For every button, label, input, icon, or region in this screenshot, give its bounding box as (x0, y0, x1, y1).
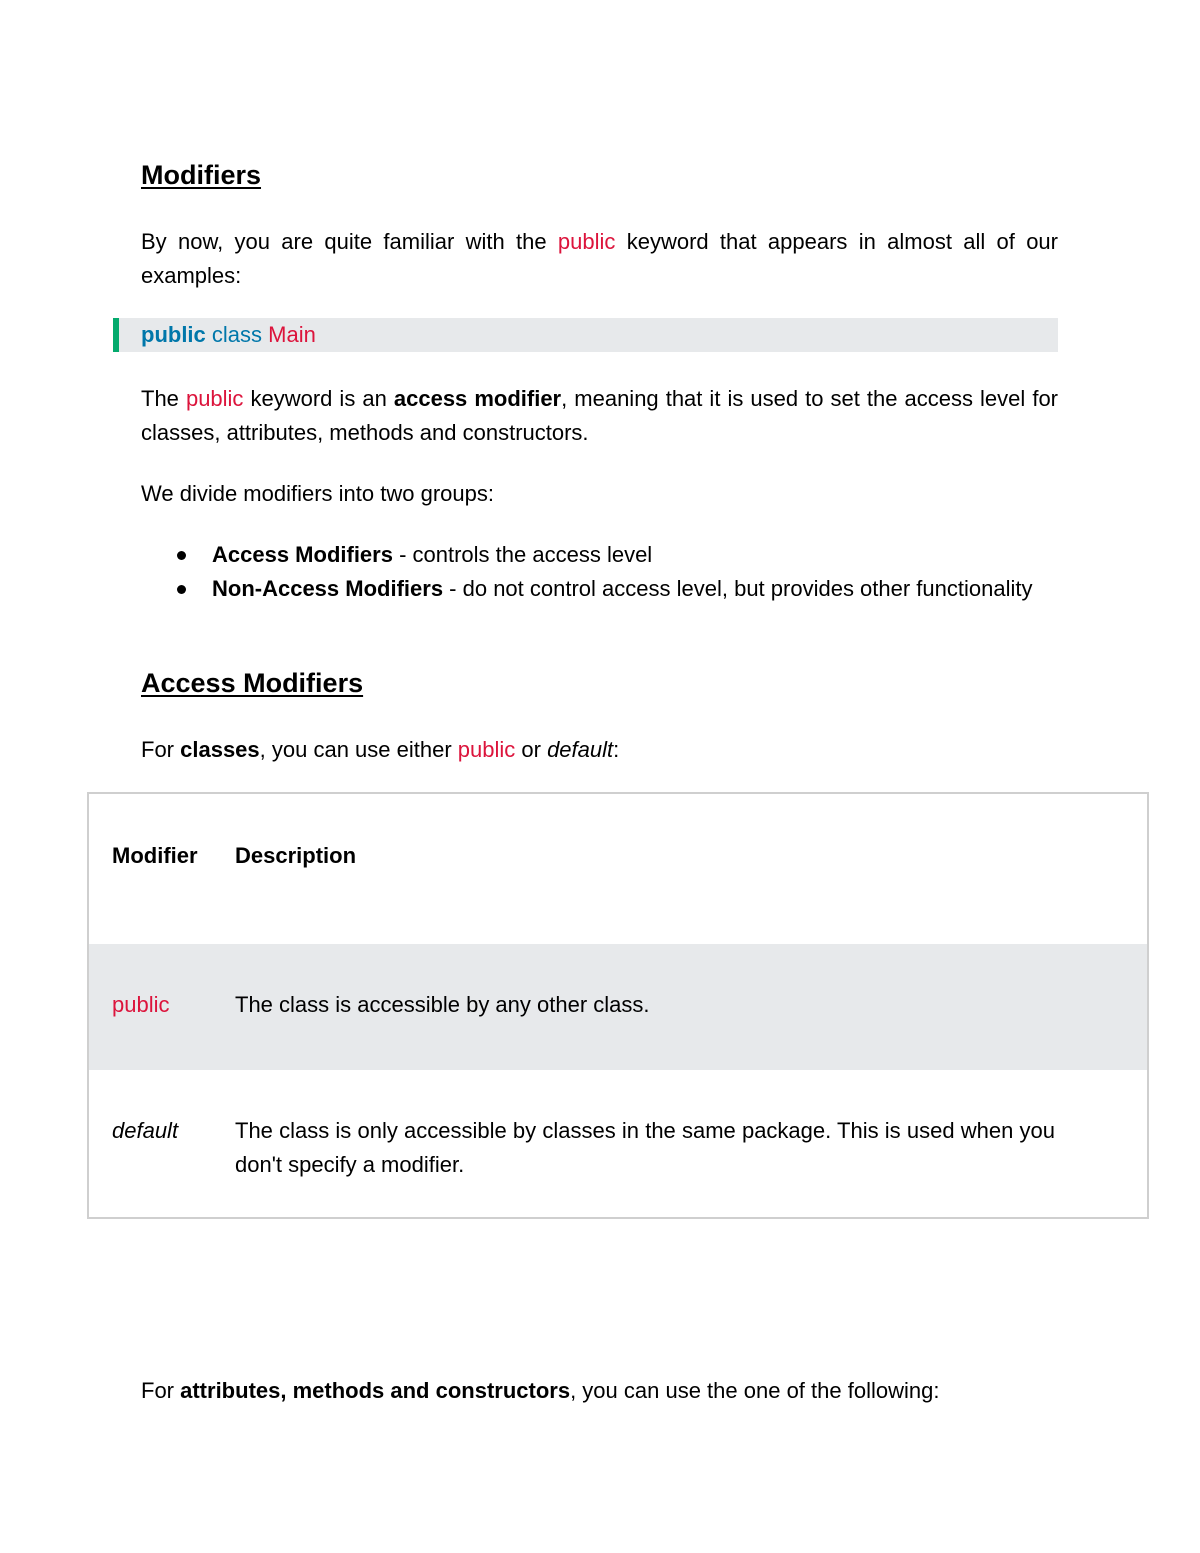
classes-keyword: public (457, 737, 516, 762)
class-modifiers-table (87, 792, 1149, 1219)
attributes-paragraph (141, 1374, 1101, 1408)
table-row (89, 1070, 1147, 1217)
footer-bold: attributes, methods and constructors (180, 1378, 571, 1403)
code-class-name: Main (268, 322, 316, 347)
code-keyword-public: public (141, 322, 206, 347)
classes-paragraph (141, 733, 1058, 767)
code-line (141, 318, 316, 352)
list-item (141, 538, 1058, 572)
table-header-row (89, 794, 1147, 944)
para2-bold: access modifier (393, 386, 562, 411)
heading-access-modifiers: Access Modifiers (141, 668, 364, 698)
classes-text-1: For (141, 737, 181, 762)
para2-keyword: public (185, 386, 244, 411)
footer-text-2: , you can use the one of the following: (570, 1378, 940, 1403)
modifier-groups-list (141, 538, 1058, 606)
classes-text-4: : (613, 737, 620, 762)
heading-modifiers: Modifiers (141, 160, 262, 190)
bullet-icon (177, 551, 186, 560)
code-keyword-class: class (205, 322, 269, 347)
list-item (141, 572, 1058, 606)
intro-text-2: keyword that appears in almost all of our examples: (141, 229, 1058, 288)
bullet-icon (177, 585, 186, 594)
classes-text-2: , you can use either (259, 737, 458, 762)
intro-keyword: public (557, 229, 616, 254)
para2-text-1: The (141, 386, 186, 411)
description-cell: The class is only accessible by classes in the same package. This is used when you don't specify a modifier. (235, 1118, 1055, 1177)
group-name: Access Modifiers (212, 542, 393, 567)
intro-text-1: By now, you are quite familiar with the (141, 229, 558, 254)
header-description: Description (235, 843, 357, 868)
para2-text-3: , meaning that it is used to set the access level for classes, attributes, methods and constructors. (141, 386, 1059, 445)
classes-text-3: or (515, 737, 548, 762)
table-row (89, 944, 1147, 1070)
modifier-cell: default (112, 1118, 179, 1143)
classes-italic: default (547, 737, 614, 762)
group-desc: - do not control access level, but provides other functionality (443, 576, 1033, 601)
footer-text-1: For (141, 1378, 181, 1403)
header-modifier: Modifier (112, 843, 198, 868)
classes-bold: classes (180, 737, 260, 762)
access-modifier-paragraph (141, 382, 1058, 450)
modifier-cell: public (112, 992, 170, 1017)
code-accent-bar (113, 318, 119, 352)
groups-intro: We divide modifiers into two groups: (141, 481, 494, 506)
code-example (113, 318, 1058, 352)
description-cell: The class is accessible by any other class. (235, 992, 650, 1017)
group-desc: - controls the access level (392, 542, 653, 567)
para2-text-2: keyword is an (243, 386, 394, 411)
intro-paragraph (141, 225, 1058, 293)
group-name: Non-Access Modifiers (212, 576, 444, 601)
